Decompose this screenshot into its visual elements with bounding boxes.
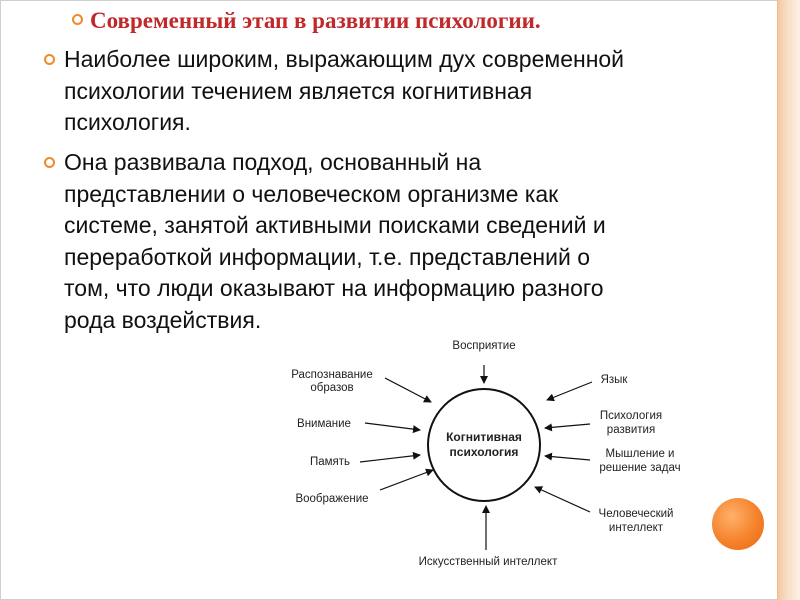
node-human-intellect: интеллект [608, 522, 664, 534]
arrow-imagination [380, 470, 433, 490]
arrow-attention [365, 423, 420, 430]
node-artificial-intelligence: Искусственный интеллект [418, 556, 558, 568]
paragraph-2-line: том, что люди оказывают на информацию разного [64, 275, 604, 301]
center-label-line: психология [449, 445, 519, 459]
arrow-human-intellect [535, 487, 590, 512]
arrow-thinking [545, 456, 590, 460]
node-attention: Внимание [297, 418, 351, 430]
paragraph-2-line: рода воздействия. [64, 306, 262, 333]
paragraph-1-line: Наиболее широким, выражающим дух современной [64, 46, 625, 72]
node-developmental-psychology: Психология [599, 410, 663, 422]
arrow-language [547, 382, 592, 400]
paragraph-2-line: Она развивала подход, основанный на [64, 149, 482, 175]
arrow-pattern-recognition [385, 378, 431, 402]
paragraph-1-line: психологии течением является когнитивная [64, 77, 533, 104]
node-thinking: Мышление и [605, 448, 675, 460]
slide-title: Современный этап в развитии психологии. [90, 8, 541, 33]
arrow-memory [360, 455, 420, 462]
node-imagination: Воображение [295, 493, 369, 505]
arrow-developmental-psychology [545, 424, 590, 428]
node-pattern-recognition: Распознавание [291, 369, 373, 381]
node-language: Язык [600, 374, 628, 386]
center-label-line: Когнитивная [446, 430, 522, 444]
node-perception: Восприятие [452, 340, 516, 352]
paragraph-2-line: представлении о человеческом организме как [64, 180, 559, 207]
paragraph-2-line: переработкой информации, т.е. представлений о [64, 243, 591, 270]
paragraph-2-line: системе, занятой активными поисками сведений и [64, 212, 606, 238]
node-thinking: решение задач [599, 462, 681, 474]
paragraph-1-line: психология. [64, 109, 191, 135]
node-memory: Память [309, 456, 351, 468]
node-developmental-psychology: развития [606, 424, 656, 436]
node-human-intellect: Человеческий [598, 508, 674, 520]
node-pattern-recognition: образов [310, 382, 354, 394]
